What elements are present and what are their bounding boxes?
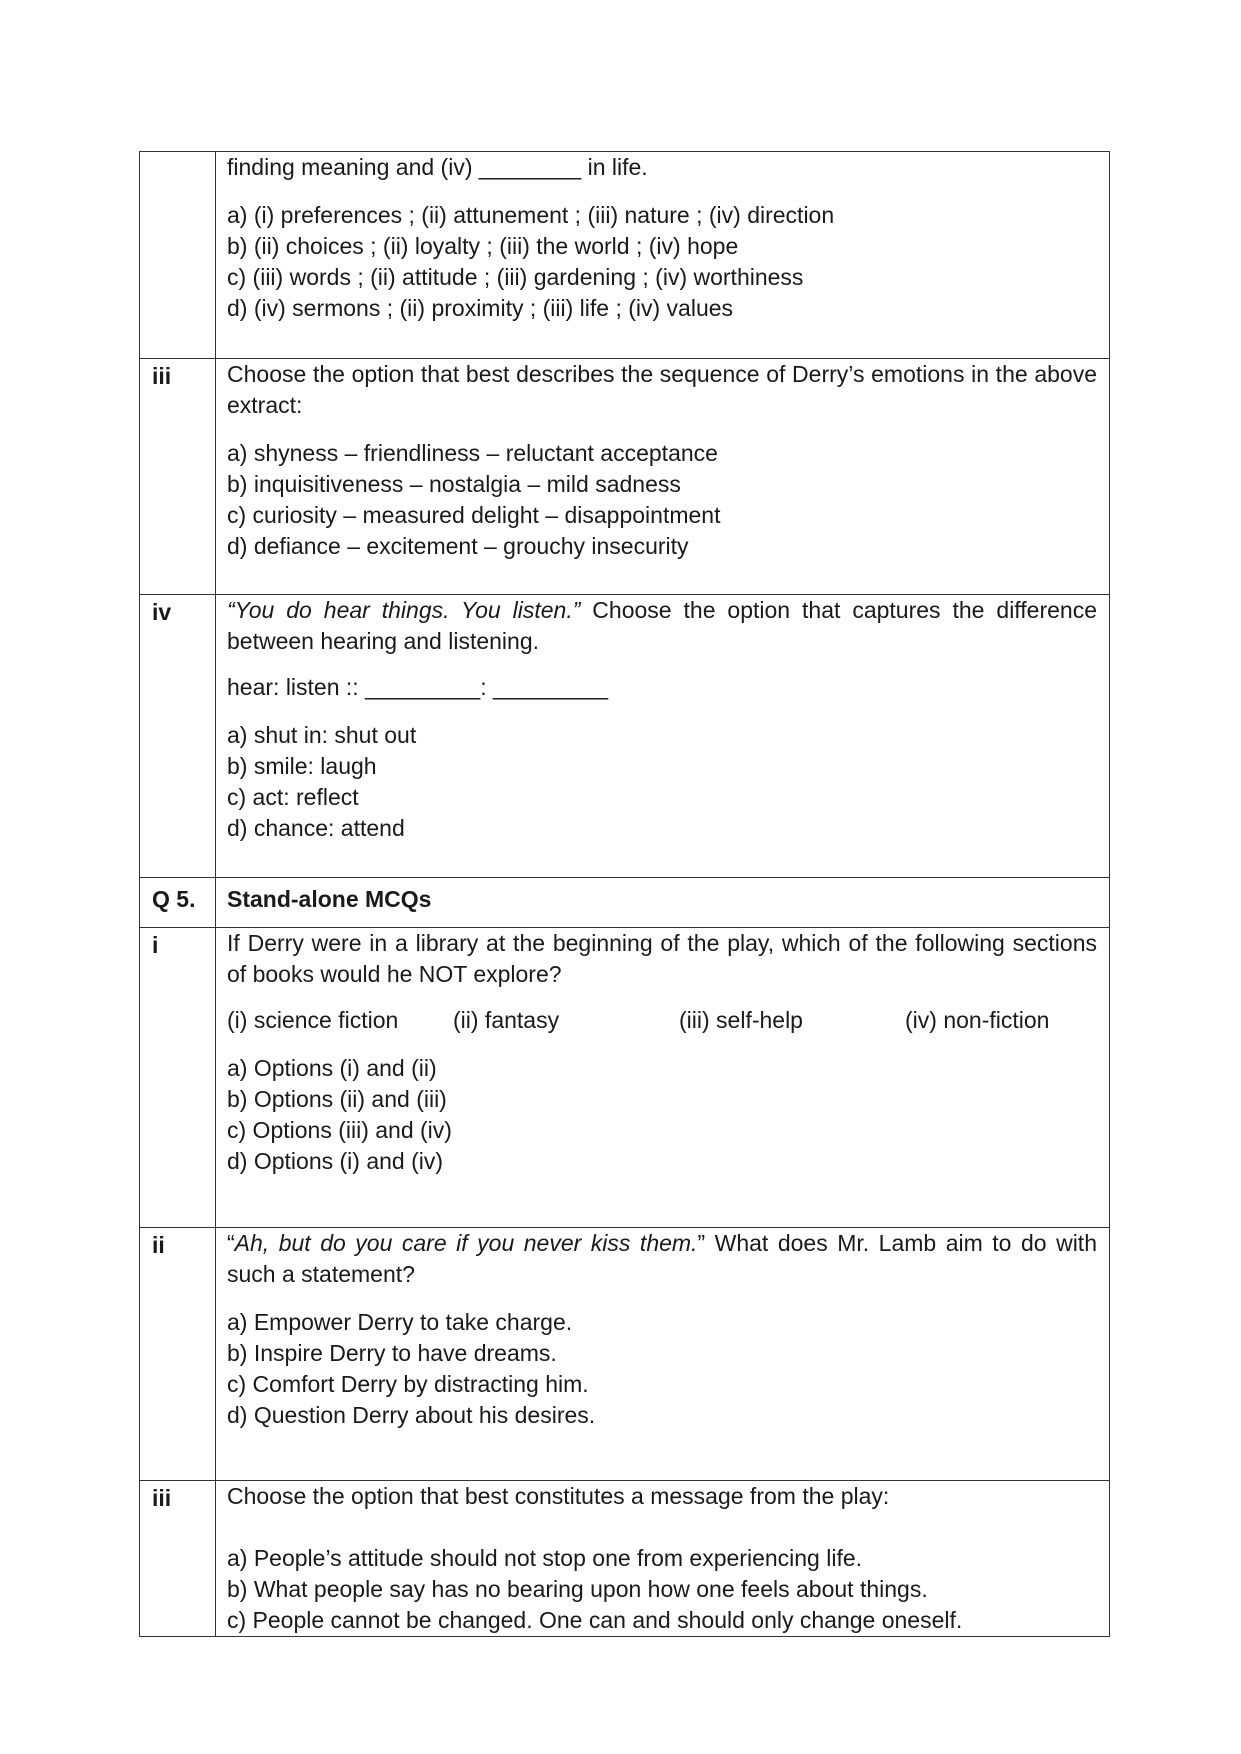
choice-item: (iv) non-fiction	[905, 1007, 1050, 1033]
option-list	[227, 200, 1097, 324]
stem-text: ” What does Mr. Lamb aim to do with such a statement?	[227, 1230, 1097, 1287]
option-b: b) inquisitiveness – nostalgia – mild sadness	[227, 471, 681, 497]
option-a: a) Empower Derry to take charge.	[227, 1309, 573, 1335]
choice-item: (iii) self-help	[679, 1007, 803, 1033]
stem-quote: “You do hear things. You listen.”	[227, 597, 581, 623]
stem-text: Choose the option that captures the difference between hearing and listening.	[227, 597, 1097, 654]
question-body	[216, 152, 1109, 358]
choice-item: (ii) fantasy	[453, 1007, 560, 1033]
question-stem: finding meaning and (iv) ________ in life.	[227, 154, 648, 180]
analogy-line: hear: listen :: _________: _________	[227, 674, 609, 700]
question-stem: If Derry were in a library at the beginning of the play, which of the following sections of books would he NOT explore?	[227, 930, 1097, 987]
question-number: iii	[140, 1481, 216, 1636]
option-b: b) smile: laugh	[227, 753, 377, 779]
question-body	[216, 359, 1109, 594]
question-number: Q 5.	[140, 878, 216, 927]
option-b: b) Options (ii) and (iii)	[227, 1086, 447, 1112]
table-row	[140, 595, 1109, 878]
option-b: b) What people say has no bearing upon how one feels about things.	[227, 1576, 928, 1602]
option-a: a) Options (i) and (ii)	[227, 1055, 437, 1081]
question-body	[216, 1228, 1109, 1480]
question-stem: Choose the option that best constitutes a message from the play:	[227, 1483, 890, 1509]
option-c: c) Comfort Derry by distracting him.	[227, 1371, 589, 1397]
option-a: a) shut in: shut out	[227, 722, 417, 748]
table-row	[140, 878, 1109, 928]
option-d: d) chance: attend	[227, 815, 405, 841]
question-number: iv	[140, 595, 216, 877]
question-stem	[227, 1228, 1097, 1290]
option-b: b) (ii) choices ; (ii) loyalty ; (iii) the world ; (iv) hope	[227, 233, 739, 259]
table-row	[140, 359, 1109, 595]
table-row	[140, 1481, 1109, 1636]
option-list	[227, 1053, 1097, 1177]
table-row	[140, 1228, 1109, 1481]
question-body	[216, 1481, 1109, 1636]
stem-quote: Ah, but do you care if you never kiss them.	[234, 1230, 698, 1256]
option-a: a) shyness – friendliness – reluctant acceptance	[227, 440, 718, 466]
question-number: i	[140, 928, 216, 1227]
choice-list	[227, 1005, 1097, 1036]
option-c: c) curiosity – measured delight – disappointment	[227, 502, 721, 528]
question-body	[216, 928, 1109, 1227]
option-c: c) Options (iii) and (iv)	[227, 1117, 452, 1143]
option-a: a) (i) preferences ; (ii) attunement ; (iii) nature ; (iv) direction	[227, 202, 835, 228]
question-number	[140, 152, 216, 358]
question-stem: Choose the option that best describes the sequence of Derry’s emotions in the above extract:	[227, 361, 1097, 418]
option-a: a) People’s attitude should not stop one from experiencing life.	[227, 1545, 863, 1571]
option-b: b) Inspire Derry to have dreams.	[227, 1340, 557, 1366]
option-list	[227, 1543, 1097, 1636]
question-number: ii	[140, 1228, 216, 1480]
option-c: c) act: reflect	[227, 784, 359, 810]
option-d: d) Options (i) and (iv)	[227, 1148, 444, 1174]
option-c: c) People cannot be changed. One can and should only change oneself.	[227, 1607, 963, 1633]
option-list	[227, 438, 1097, 562]
question-table	[139, 151, 1110, 1637]
question-number: iii	[140, 359, 216, 594]
option-d: d) defiance – excitement – grouchy insecurity	[227, 533, 689, 559]
question-stem	[227, 595, 1097, 657]
option-list	[227, 1307, 1097, 1431]
section-heading: Stand-alone MCQs	[227, 886, 432, 912]
option-d: d) Question Derry about his desires.	[227, 1402, 596, 1428]
table-row	[140, 152, 1109, 359]
option-d: d) (iv) sermons ; (ii) proximity ; (iii) life ; (iv) values	[227, 295, 734, 321]
question-body	[216, 595, 1109, 877]
option-c: c) (iii) words ; (ii) attitude ; (iii) gardening ; (iv) worthiness	[227, 264, 804, 290]
option-list	[227, 720, 1097, 844]
quote-mark: “	[227, 1230, 235, 1256]
question-body	[216, 878, 1109, 927]
table-row	[140, 928, 1109, 1228]
choice-item: (i) science fiction	[227, 1007, 399, 1033]
